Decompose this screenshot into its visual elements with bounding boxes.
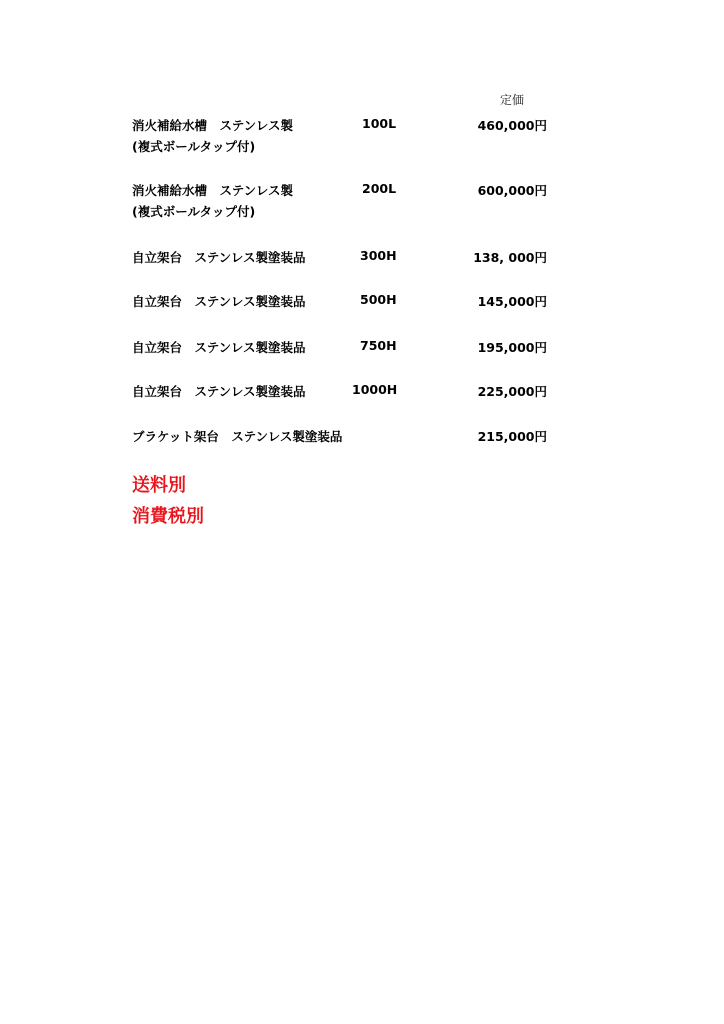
notes-block — [132, 470, 204, 532]
item-name: ブラケット架台 ステンレス製塗装品 — [132, 429, 343, 444]
item-name: 自立架台 ステンレス製塗装品 — [132, 250, 306, 265]
item-price: 138, 000円 — [473, 250, 547, 265]
item-price: 215,000円 — [477, 429, 547, 444]
item-price: 195,000円 — [477, 340, 547, 355]
item-price: 460,000円 — [477, 118, 547, 133]
item-name: 自立架台 ステンレス製塗装品 — [132, 294, 306, 309]
item-price: 225,000円 — [477, 384, 547, 399]
item-size: 300H — [360, 248, 397, 263]
item-name: 自立架台 ステンレス製塗装品 — [132, 340, 306, 355]
item-price: 145,000円 — [477, 294, 547, 309]
price-column-header: 定価 — [500, 93, 525, 107]
tax-note: 消費税別 — [132, 506, 204, 527]
shipping-note: 送料別 — [132, 475, 186, 496]
item-name: 消火補給水槽 ステンレス製 — [132, 183, 293, 198]
item-size: 100L — [362, 116, 397, 131]
item-size: 750H — [360, 338, 397, 353]
item-size: 500H — [360, 292, 397, 307]
item-name: 自立架台 ステンレス製塗装品 — [132, 384, 306, 399]
item-name: 消火補給水槽 ステンレス製 — [132, 118, 293, 133]
item-size: 1000H — [352, 382, 398, 397]
item-price: 600,000円 — [477, 183, 547, 198]
item-size: 200L — [362, 181, 397, 196]
item-sub-note: (複式ボールタップ付) — [132, 139, 256, 154]
item-sub-note: (複式ボールタップ付) — [132, 204, 256, 219]
